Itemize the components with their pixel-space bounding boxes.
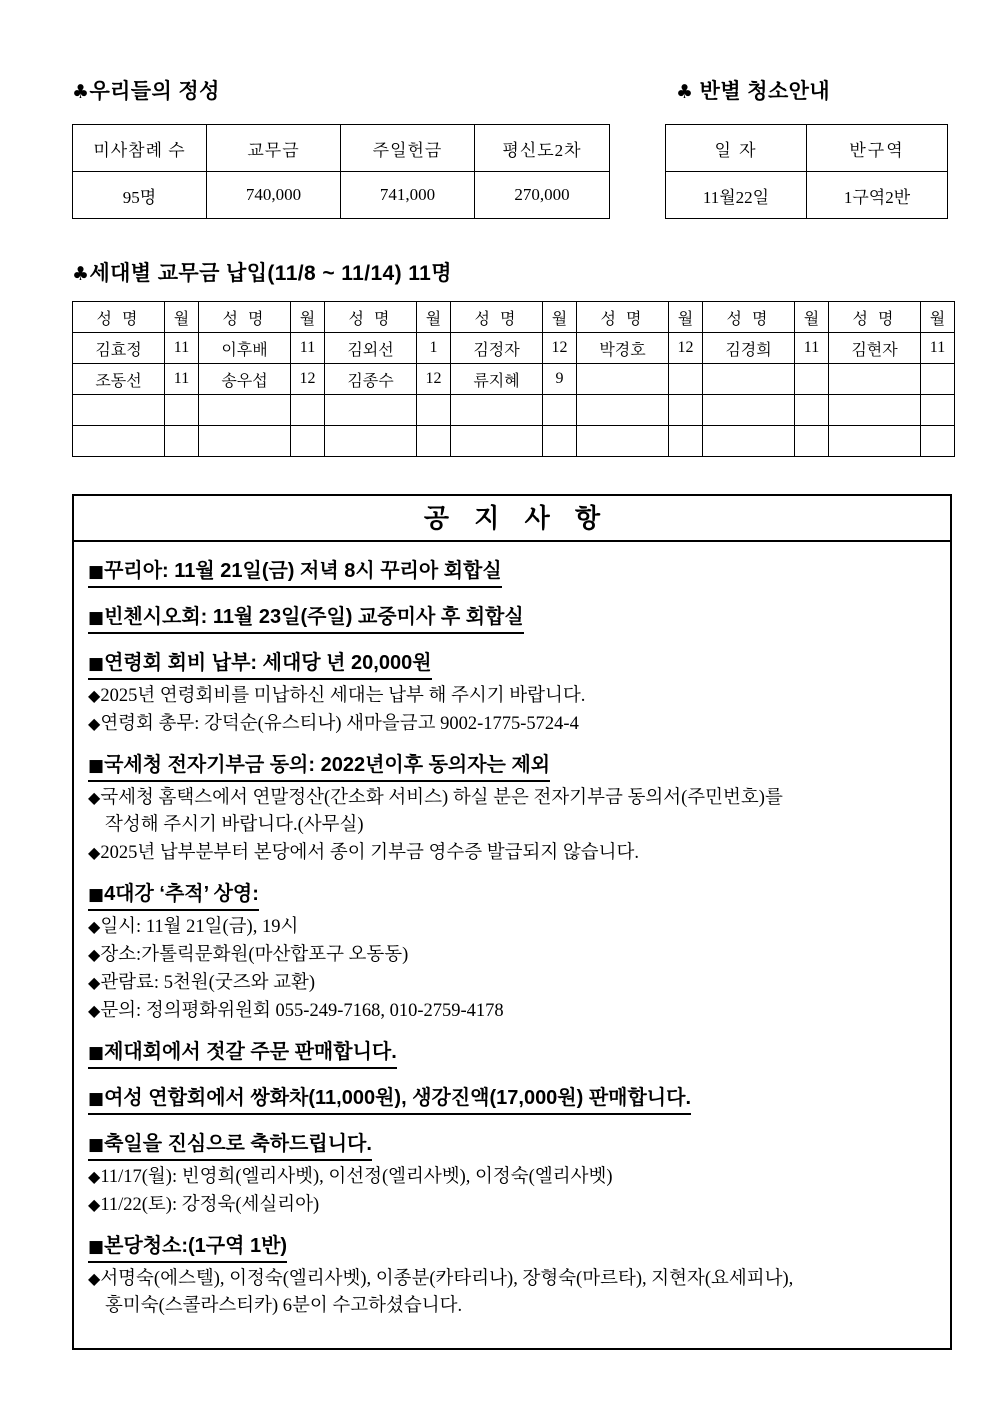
- notice-item-line-label: 2025년 연령회비를 미납하신 세대는 납부 해 주시기 바랍니다.: [100, 686, 586, 706]
- dues-month-cell: 11: [795, 333, 829, 364]
- dues-name-cell: [451, 426, 543, 457]
- diamond-bullet-icon: ◆: [88, 973, 101, 992]
- dues-name-cell: 조동선: [73, 364, 165, 395]
- dues-name-cell: 김효정: [73, 333, 165, 364]
- dues-month-cell: [543, 395, 577, 426]
- dues-name-cell: [577, 364, 669, 395]
- dues-name-cell: [199, 426, 291, 457]
- notice-item: [88, 752, 936, 867]
- diamond-bullet-icon: ◆: [88, 1269, 101, 1288]
- notice-item-line: [88, 997, 936, 1025]
- dues-name-cell: [829, 426, 921, 457]
- table-row: [73, 333, 955, 364]
- dues-name-header: 성 명: [451, 302, 543, 333]
- dues-month-cell: [795, 364, 829, 395]
- dues-name-header: 성 명: [73, 302, 165, 333]
- club-icon: ♣: [72, 81, 90, 103]
- dues-month-cell: [795, 395, 829, 426]
- offerings-col-0: 미사참례 수: [73, 125, 207, 172]
- dues-name-cell: 김현자: [829, 333, 921, 364]
- square-bullet-icon: ■: [88, 1135, 105, 1155]
- dues-month-cell: 9: [543, 364, 577, 395]
- notice-item: [88, 881, 936, 1025]
- dues-name-header: 성 명: [577, 302, 669, 333]
- notice-item-heading: [88, 1233, 287, 1263]
- diamond-bullet-icon: ◆: [88, 843, 101, 862]
- diamond-bullet-icon: ◆: [88, 945, 101, 964]
- diamond-bullet-icon: ◆: [88, 1001, 101, 1020]
- dues-month-cell: [669, 364, 703, 395]
- diamond-bullet-icon: ◆: [88, 1167, 101, 1186]
- notice-item-line: [88, 1265, 936, 1293]
- dues-month-cell: 11: [165, 364, 199, 395]
- notice-item-line: [88, 710, 936, 738]
- notice-item-heading: [88, 1085, 691, 1115]
- notice-item-heading: [88, 1039, 397, 1069]
- dues-heading-label: 세대별 교무금 납입(11/8 ~ 11/14) 11명: [89, 262, 452, 285]
- notice-item-line-label: 국세청 홈택스에서 연말정산(간소화 서비스) 하실 분은 전자기부금 동의서(주민번호)를: [100, 788, 783, 808]
- dues-name-cell: 김경희: [703, 333, 795, 364]
- dues-name-cell: [829, 395, 921, 426]
- notice-item-heading-label: 제대회에서 젓갈 주문 판매합니다.: [104, 1041, 397, 1063]
- notice-item-line-label: 관람료: 5천원(굿즈와 교환): [100, 973, 315, 993]
- dues-name-header: 성 명: [703, 302, 795, 333]
- notice-item-heading: [88, 650, 432, 680]
- dues-month-cell: 12: [291, 364, 325, 395]
- dues-name-cell: 박경호: [577, 333, 669, 364]
- offerings-col-1: 교무금: [207, 125, 341, 172]
- square-bullet-icon: ■: [88, 608, 105, 628]
- table-row: [666, 172, 948, 219]
- dues-month-cell: [165, 395, 199, 426]
- table-row-header: [73, 302, 955, 333]
- notice-item-line-label: 장소:가톨릭문화원(마산합포구 오동동): [100, 945, 409, 965]
- notice-item-line-label: 연령회 총무: 강덕순(유스티나) 새마을금고 9002-1775-5724-4: [100, 714, 579, 734]
- notice-item-line-label: 홍미숙(스콜라스티카) 6분이 수고하셨습니다.: [105, 1296, 463, 1316]
- dues-name-cell: 김외선: [325, 333, 417, 364]
- dues-month-cell: [417, 426, 451, 457]
- dues-name-header: 성 명: [829, 302, 921, 333]
- dues-month-cell: [921, 395, 955, 426]
- dues-name-cell: 김종수: [325, 364, 417, 395]
- dues-name-cell: [451, 395, 543, 426]
- table-row: [73, 364, 955, 395]
- square-bullet-icon: ■: [88, 1043, 105, 1063]
- offerings-heading-label: 우리들의 정성: [89, 80, 220, 103]
- dues-month-cell: [669, 426, 703, 457]
- dues-month-cell: [795, 426, 829, 457]
- dues-month-cell: 12: [417, 364, 451, 395]
- notice-item-heading-label: 꾸리아: 11월 21일(금) 저녁 8시 꾸리아 회합실: [104, 560, 502, 582]
- notice-item-line: [88, 941, 936, 969]
- notice-title: 공 지 사 항: [74, 496, 950, 542]
- offerings-table: [72, 124, 610, 219]
- notice-item: [88, 1039, 936, 1071]
- dues-month-cell: 12: [543, 333, 577, 364]
- dues-name-cell: 김정자: [451, 333, 543, 364]
- notice-item-line-label: 일시: 11월 21일(금), 19시: [100, 917, 299, 937]
- offerings-val-1: 740,000: [207, 172, 341, 219]
- club-icon: ♣: [72, 263, 90, 285]
- dues-month-cell: 12: [669, 333, 703, 364]
- notice-item-line-label: 문의: 정의평화위원회 055-249-7168, 010-2759-4178: [100, 1001, 504, 1021]
- dues-name-cell: [703, 395, 795, 426]
- dues-month-header: 월: [795, 302, 829, 333]
- club-icon: ♣: [676, 81, 694, 103]
- cleaning-heading: [676, 80, 830, 104]
- table-row: [73, 426, 955, 457]
- notice-item-line: [88, 839, 936, 867]
- notice-item: [88, 1233, 936, 1320]
- square-bullet-icon: ■: [88, 885, 105, 905]
- table-row-header: [73, 125, 610, 172]
- dues-month-cell: 11: [165, 333, 199, 364]
- cleaning-val-0: 11월22일: [666, 172, 807, 219]
- dues-month-header: 월: [921, 302, 955, 333]
- notice-item-line: [88, 1163, 936, 1191]
- square-bullet-icon: ■: [88, 1089, 105, 1109]
- dues-heading: [72, 262, 452, 286]
- dues-name-header: 성 명: [199, 302, 291, 333]
- offerings-val-2: 741,000: [341, 172, 475, 219]
- dues-month-header: 월: [291, 302, 325, 333]
- dues-month-header: 월: [165, 302, 199, 333]
- notice-item-heading-label: 여성 연합회에서 쌍화차(11,000원), 생강진액(17,000원) 판매합니다.: [104, 1087, 692, 1109]
- table-row-header: [666, 125, 948, 172]
- dues-name-cell: 이후배: [199, 333, 291, 364]
- square-bullet-icon: ■: [88, 654, 105, 674]
- notice-item-line: [88, 812, 936, 839]
- notice-item-heading-label: 국세청 전자기부금 동의: 2022년이후 동의자는 제외: [104, 754, 551, 776]
- dues-name-cell: [325, 426, 417, 457]
- cleaning-val-1: 1구역2반: [807, 172, 948, 219]
- dues-month-cell: [669, 395, 703, 426]
- dues-month-cell: [417, 395, 451, 426]
- cleaning-table: [665, 124, 948, 219]
- notice-item-line: [88, 784, 936, 812]
- notice-item-line-label: 작성해 주시기 바랍니다.(사무실): [105, 815, 364, 835]
- notice-item-heading-label: 4대강 ‘추적’ 상영:: [104, 883, 259, 905]
- square-bullet-icon: ■: [88, 1237, 105, 1257]
- dues-name-cell: [829, 364, 921, 395]
- notice-item: [88, 1085, 936, 1117]
- offerings-heading: [72, 80, 220, 104]
- dues-name-cell: [577, 395, 669, 426]
- notice-item-heading: [88, 881, 259, 911]
- notice-item: [88, 558, 936, 590]
- cleaning-col-0: 일 자: [666, 125, 807, 172]
- dues-name-header: 성 명: [325, 302, 417, 333]
- notice-body: [74, 542, 950, 1320]
- dues-name-cell: 류지혜: [451, 364, 543, 395]
- notice-item-heading: [88, 1131, 372, 1161]
- offerings-col-2: 주일헌금: [341, 125, 475, 172]
- dues-month-cell: 11: [921, 333, 955, 364]
- dues-name-cell: [73, 395, 165, 426]
- notice-item: [88, 1131, 936, 1219]
- dues-month-cell: [165, 426, 199, 457]
- notice-item-line: [88, 913, 936, 941]
- notice-item-line: [88, 1293, 936, 1320]
- dues-month-cell: [921, 426, 955, 457]
- dues-month-header: 월: [543, 302, 577, 333]
- square-bullet-icon: ■: [88, 756, 105, 776]
- offerings-val-3: 270,000: [475, 172, 610, 219]
- notice-box: [72, 494, 952, 1350]
- diamond-bullet-icon: ◆: [88, 788, 101, 807]
- notice-item-line: [88, 1191, 936, 1219]
- dues-month-cell: 1: [417, 333, 451, 364]
- notice-item-heading-label: 본당청소:(1구역 1반): [104, 1235, 288, 1257]
- notice-item-line: [88, 682, 936, 710]
- dues-name-cell: [577, 426, 669, 457]
- notice-item-heading: [88, 752, 550, 782]
- notice-item-line: [88, 969, 936, 997]
- offerings-col-3: 평신도2차: [475, 125, 610, 172]
- dues-name-cell: [703, 364, 795, 395]
- notice-item: [88, 604, 936, 636]
- notice-item: [88, 650, 936, 738]
- dues-month-header: 월: [417, 302, 451, 333]
- diamond-bullet-icon: ◆: [88, 917, 101, 936]
- diamond-bullet-icon: ◆: [88, 1195, 101, 1214]
- notice-item-line-label: 11/22(토): 강정욱(세실리아): [100, 1195, 320, 1215]
- table-row: [73, 172, 610, 219]
- dues-name-cell: [73, 426, 165, 457]
- dues-name-cell: [325, 395, 417, 426]
- notice-item-heading: [88, 604, 524, 634]
- dues-name-cell: [703, 426, 795, 457]
- notice-item-line-label: 서명숙(에스텔), 이정숙(엘리사벳), 이종분(카타리나), 장형숙(마르타), 지현자(요세피나),: [100, 1269, 794, 1289]
- notice-item-line-label: 2025년 납부분부터 본당에서 종이 기부금 영수증 발급되지 않습니다.: [100, 843, 639, 863]
- diamond-bullet-icon: ◆: [88, 714, 101, 733]
- dues-name-cell: [199, 395, 291, 426]
- notice-item-heading-label: 축일을 진심으로 축하드립니다.: [104, 1133, 372, 1155]
- dues-table: [72, 301, 955, 457]
- dues-month-header: 월: [669, 302, 703, 333]
- offerings-val-0: 95명: [73, 172, 207, 219]
- notice-item-line-label: 11/17(월): 빈영희(엘리사벳), 이선정(엘리사벳), 이정숙(엘리사벳): [100, 1167, 613, 1187]
- dues-month-cell: [291, 395, 325, 426]
- square-bullet-icon: ■: [88, 562, 105, 582]
- notice-item-heading-label: 연령회 회비 납부: 세대당 년 20,000원: [104, 652, 432, 674]
- notice-item-heading-label: 빈첸시오회: 11월 23일(주일) 교중미사 후 회합실: [104, 606, 524, 628]
- diamond-bullet-icon: ◆: [88, 686, 101, 705]
- dues-month-cell: [543, 426, 577, 457]
- dues-name-cell: 송우섭: [199, 364, 291, 395]
- cleaning-heading-label: 반별 청소안내: [693, 80, 831, 103]
- dues-month-cell: 11: [291, 333, 325, 364]
- dues-month-cell: [291, 426, 325, 457]
- table-row: [73, 395, 955, 426]
- dues-month-cell: [921, 364, 955, 395]
- notice-item-heading: [88, 558, 502, 588]
- cleaning-col-1: 반구역: [807, 125, 948, 172]
